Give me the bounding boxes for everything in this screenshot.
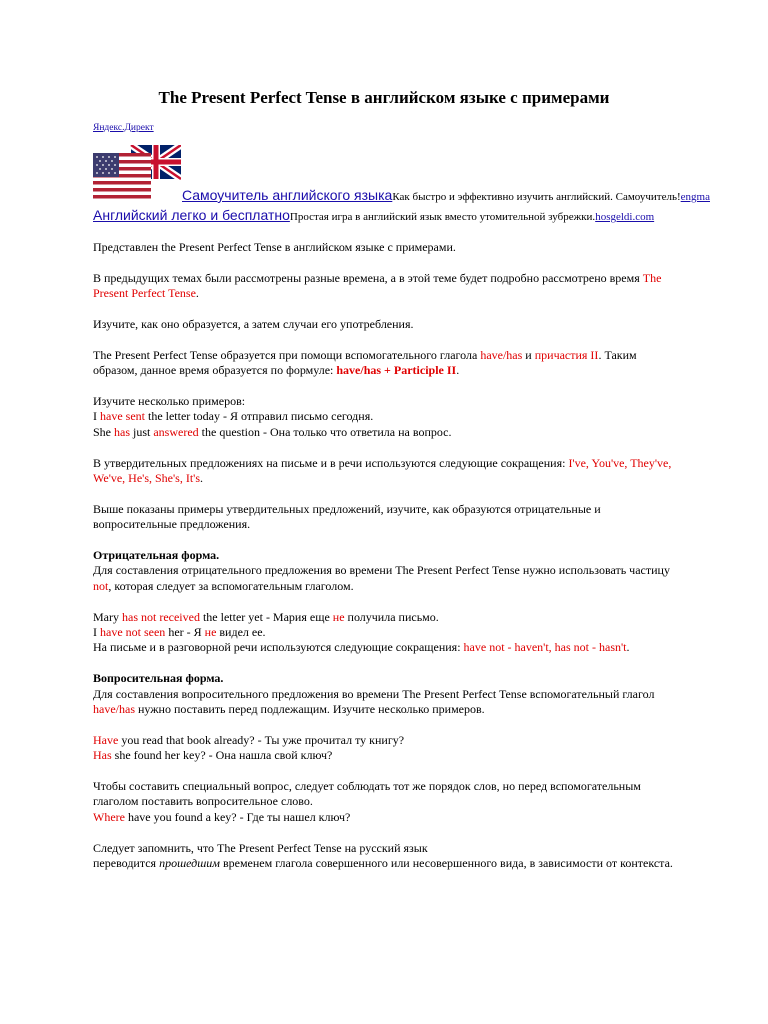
examples-intro: Изучите несколько примеров: [93,394,246,408]
text: переводится [93,856,160,871]
paragraph-formation [93,348,678,379]
text: her - Я [165,625,205,640]
paragraph-study: Изучите, как оно образуется, а затем случаи его употребления. [93,317,414,331]
article-body [93,240,678,887]
text: . [200,471,203,486]
question-examples [93,733,678,764]
highlight-term: have sent [100,409,145,424]
text: В утвердительных предложениях на письме и в речи используются следующие сокращения: [93,455,569,470]
text: I [93,409,100,424]
text: I [93,625,100,640]
text: и [522,347,535,362]
intro-paragraph: Представлен the Present Perfect Tense в английском языке с примерами. [93,240,456,254]
highlight-term: Where [93,809,125,824]
highlight-term: have/has [480,347,523,362]
paragraph-examples [93,394,678,440]
highlight-term: Have [93,732,119,747]
highlight-term: не [204,625,217,640]
highlight-term: Has [93,748,112,763]
us-uk-flags-icon [93,145,181,202]
highlight-term: has [114,424,130,439]
text: just [130,424,154,439]
highlight-term: have not seen [100,625,166,640]
text: the question - Она только что ответила на вопрос. [198,424,452,439]
ad-1-text: Как быстро и эффективно изучить английский. Самоучитель! [392,191,681,203]
text: the letter today - Я отправил письмо сегодня. [144,409,374,424]
text: В предыдущих темах были рассмотрены разные времена, а в этой теме будет подробно рассмотрено время [93,270,643,285]
text: нужно поставить перед подлежащим. Изучите несколько примеров. [134,702,485,717]
highlight-term: have not - haven't, has not - hasn't [463,640,627,655]
text: Чтобы составить специальный вопрос, следует соблюдать тот же порядок слов, но перед вспомогательным глаголом поставить вопросительное слово. [93,779,641,809]
highlight-term: I've, You've, They've, We've, He's, She's, It's [93,455,672,486]
emphasis: прошедшим [159,856,220,871]
highlight-term: answered [153,424,199,439]
text: . Таким образом, данное время образуется по формуле: [93,347,637,378]
section-negative [93,548,678,594]
text: Для составления отрицательного предложения во времени The Present Perfect Tense нужно использовать частицу [93,563,670,578]
section-heading: Вопросительная форма. [93,671,224,686]
text: временем глагола совершенного или несовершенного вида, в зависимости от контекста. [219,856,673,871]
text: she found her key? - Она нашла свой ключ? [111,748,333,763]
ad-2-url[interactable]: hosgeldi.com [595,211,655,223]
paragraph-transition: Выше показаны примеры утвердительных предложений, изучите, как образуются отрицательные и вопросительные предложения. [93,501,601,532]
text: видел ее. [216,625,266,640]
section-question [93,671,678,717]
negative-examples [93,610,678,656]
text: . [456,363,460,378]
text: получила письмо. [344,609,439,624]
ad-item-1 [182,187,710,204]
special-question-paragraph [93,779,678,825]
text: the letter yet - Мария еще [199,609,333,624]
paragraph-previous-tenses [93,271,678,302]
ad-2-link[interactable]: Английский легко и бесплатно [93,207,290,223]
section-heading: Отрицательная форма. [93,548,220,563]
text: На письме и в разговорной речи используются следующие сокращения: [93,640,464,655]
text: you read that book already? - Ты уже прочитал ту книгу? [118,732,405,747]
ad-2-text: Простая игра в английский язык вместо утомительной зубрежки. [289,211,596,223]
ad-item-2 [93,207,654,224]
text: Mary [93,609,122,624]
text: Для составления вопросительного предложения во времени The Present Perfect Tense вспомогательный глагол [93,686,655,701]
text: have you found a key? - Где ты нашел ключ? [124,809,351,824]
text: The Present Perfect Tense образуется при помощи вспомогательного глагола [93,347,481,362]
highlight-term: not [93,578,109,593]
text: . [626,640,630,655]
highlight-term: причастия II [534,347,599,362]
text: She [93,424,114,439]
highlight-term: has not received [122,609,200,624]
text: . [195,286,199,301]
highlight-term: не [332,609,345,624]
translation-note [93,841,678,872]
formula: have/has + Participle II [336,363,457,378]
highlight-term: The Present Perfect Tense [93,270,662,301]
paragraph-contractions [93,456,678,487]
highlight-term: have/has [93,702,135,717]
ad-1-link[interactable]: Самоучитель английского языка [182,187,393,203]
yandex-direct-link[interactable]: Яндекс.Директ [93,123,154,133]
ad-1-url[interactable]: engma [680,191,710,203]
text: , которая следует за вспомогательным глаголом. [108,578,354,593]
text: Следует запомнить, что The Present Perfect Tense на русский язык [93,840,428,855]
page-title: The Present Perfect Tense в английском языке с примерами [158,88,610,107]
